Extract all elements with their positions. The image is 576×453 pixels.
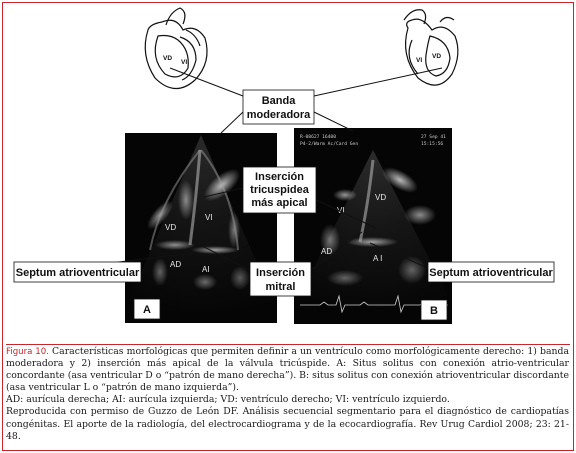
panel-a-text: A bbox=[143, 304, 151, 316]
panel-b-text: B bbox=[430, 305, 438, 317]
insercion-mitral-line-2: mitral bbox=[265, 281, 296, 293]
echo-a-ai-label: AI bbox=[202, 265, 210, 274]
insercion-tri-line-1: Inserción bbox=[255, 171, 304, 183]
panel-label-b bbox=[421, 300, 447, 320]
heart-diagram-right bbox=[404, 10, 458, 85]
figure-number: Figura 10. bbox=[6, 347, 49, 357]
echo-b-ad-label: AD bbox=[321, 247, 333, 256]
echo-b-vd-label: VD bbox=[375, 193, 387, 202]
heart-right-vd-label: VD bbox=[432, 53, 442, 60]
insercion-tri-line-3: más apical bbox=[251, 197, 308, 209]
echo-a-vi-label: VI bbox=[205, 213, 213, 222]
caption-paragraph-1 bbox=[6, 346, 569, 394]
echo-b-vi-label: VI bbox=[337, 206, 345, 215]
label-septum-left bbox=[14, 262, 141, 282]
figure-caption bbox=[6, 346, 569, 443]
echo-b-header-left-1: R-08627 16400 bbox=[300, 135, 336, 140]
echo-a-ad-label: AD bbox=[170, 260, 182, 269]
insercion-tri-line-2: tricuspidea bbox=[250, 184, 309, 196]
label-insercion-tricuspidea bbox=[243, 167, 316, 213]
banda-line-2: moderadora bbox=[246, 109, 311, 121]
caption-abbreviations: AD: aurícula derecha; AI: aurícula izquierda; VD: ventrículo derecho; VI: ventrículo izquierdo. bbox=[6, 394, 450, 406]
echo-b-ai-label: A I bbox=[373, 254, 383, 263]
panel-label-a bbox=[134, 299, 160, 319]
septum-left-text: Septum atrioventricular bbox=[15, 267, 140, 279]
heart-right-vi-label: VI bbox=[416, 57, 423, 64]
caption-description: Características morfológicas que permiten definir a un ventrículo como morfológicamente derecho: 1) banda moderadora y 2) inserción más apical de la válvula tricúspide. A: Situs solitus con conexión atrio-ventricular concordante (asa ventricular D o “patrón de mano derecha”). B: situs solitus con conexión atrioventricular discordante (asa ventricular L o “patrón de mano izquierda”). bbox=[6, 346, 569, 394]
heart-left-vd-label: VD bbox=[163, 55, 173, 62]
septum-right-text: Septum atrioventricular bbox=[429, 267, 553, 279]
heart-left-vi-label: VI bbox=[181, 59, 188, 66]
insercion-mitral-line-1: Inserción bbox=[256, 267, 305, 279]
echo-image-b bbox=[294, 128, 452, 324]
caption-divider bbox=[6, 344, 570, 345]
banda-line-1: Banda bbox=[261, 95, 296, 107]
echo-b-header-right-2: 15:15:56 bbox=[421, 142, 444, 147]
label-septum-right bbox=[428, 262, 554, 282]
label-insercion-mitral bbox=[250, 262, 311, 296]
caption-source: Reproducida con permiso de Guzzo de León DF. Análisis secuencial segmentario para el diagnóstico de cardiopatías congénitas. El aporte de la radiología, del electrocardiograma y de la ecocardiografía. Rev Urug Cardiol 2008; 23: 21-48. bbox=[6, 406, 569, 442]
heart-diagram-left bbox=[145, 8, 207, 89]
echo-a-vd-label: VD bbox=[165, 223, 177, 232]
echo-b-header-left-2: P4-2/Warm Ac/Card Gen bbox=[300, 142, 359, 147]
echo-b-header-right-1: 27 Sep 41 bbox=[421, 135, 446, 140]
label-banda-moderadora bbox=[243, 90, 314, 124]
